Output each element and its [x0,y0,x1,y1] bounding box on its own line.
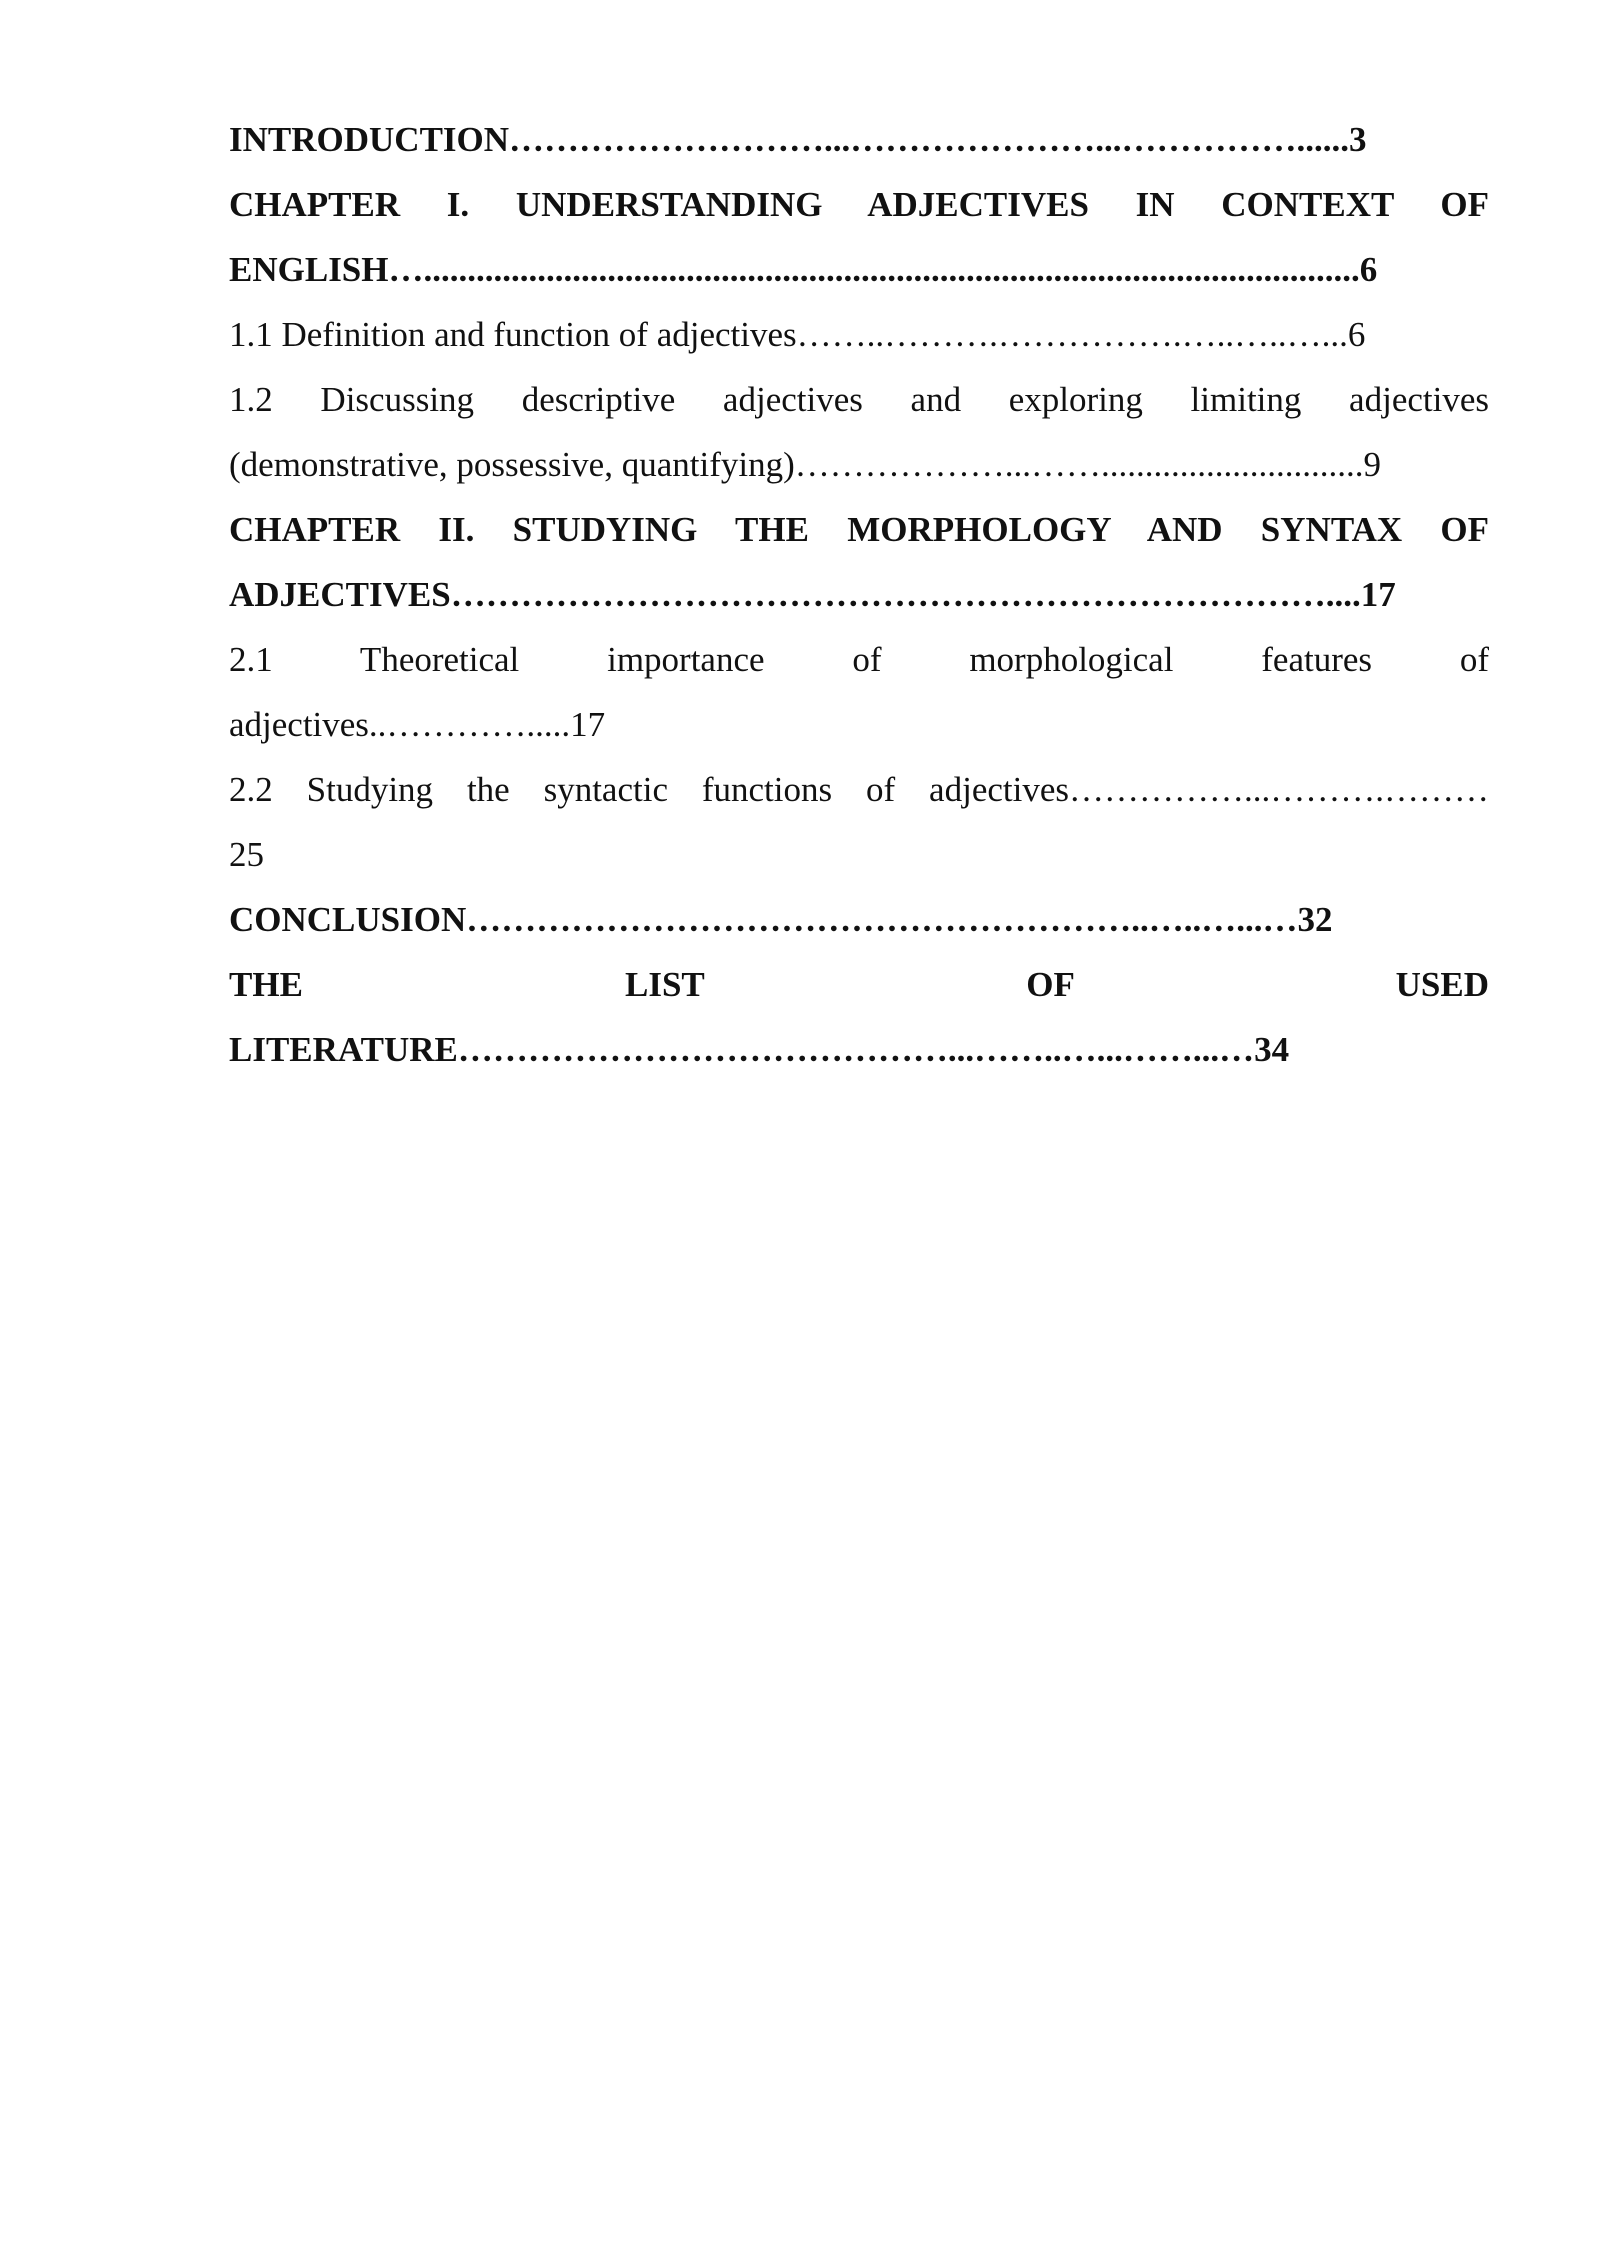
toc-section-1-2: 1.2 Discussing descriptive adjectives and exploring limiting adjectives [229,380,1489,419]
toc-section-1-1: 1.1 Definition and function of adjectives……..……….…………….…..…..…...6 [229,315,1366,354]
toc-section-2-1: 2.1 Theoretical importance of morphological features of [229,640,1489,679]
toc-chapter-1-title: CHAPTER I. UNDERSTANDING ADJECTIVES IN CONTEXT OF [229,185,1489,224]
toc-conclusion: CONCLUSION…………………………………………………..…..…...…32 [229,900,1333,939]
toc-introduction: INTRODUCTION………………………...…………………...……………......3 [229,120,1367,159]
toc-section-2-2: 2.2 Studying the syntactic functions of adjectives……………...……….……… [229,770,1489,809]
toc-section-1-2-cont: (demonstrative, possessive, quantifying)………………...……..............................9 [229,445,1381,484]
toc-literature-title-cont: LITERATURE……………………………………...……..…...……...…34 [229,1030,1290,1069]
toc-chapter-2-title-cont: ADJECTIVES…………………………………………………………………....17 [229,575,1396,614]
toc-chapter-1-title-cont: ENGLISH…...........................................................................................................6 [229,250,1378,289]
toc-section-2-1-cont: adjectives..………….....17 [229,705,606,744]
toc-chapter-2-title: CHAPTER II. STUDYING THE MORPHOLOGY AND SYNTAX OF [229,510,1489,549]
toc-section-2-2-page: 25 [229,835,264,874]
table-of-contents [229,107,1489,1082]
toc-literature-title: THE LIST OF USED [229,965,1489,1004]
